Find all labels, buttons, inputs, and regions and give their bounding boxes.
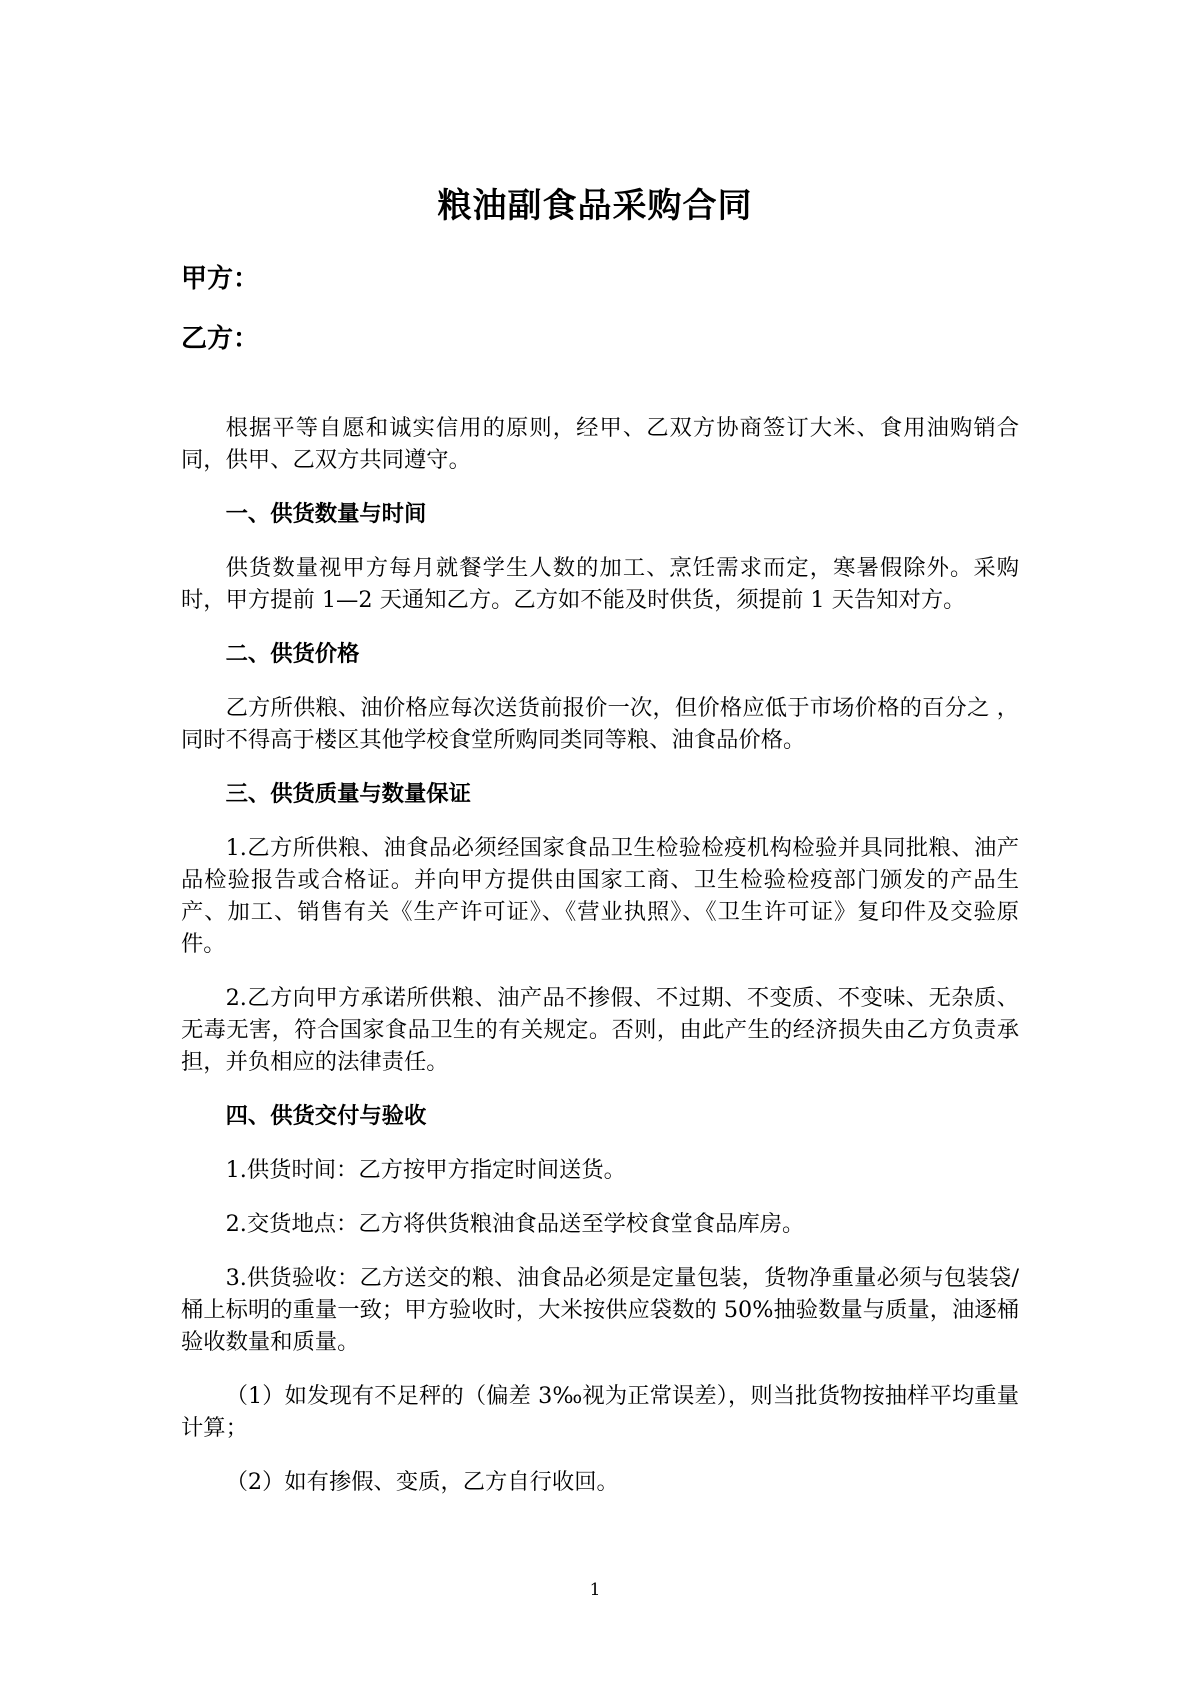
section-heading-delivery: 四、供货交付与验收	[225, 1103, 427, 1129]
contract-body	[181, 412, 1019, 1520]
section-heading-price: 二、供货价格	[225, 641, 360, 667]
delivery-clause-2: 2.交货地点：乙方将供货粮油食品送至学校食堂食品库房。	[225, 1211, 805, 1237]
delivery-clause-1: 1.供货时间：乙方按甲方指定时间送货。	[225, 1157, 626, 1183]
party-b-label: 乙方：	[181, 324, 260, 354]
delivery-subclause-2: （2）如有掺假、变质，乙方自行收回。	[225, 1469, 619, 1495]
price-paragraph: 乙方所供粮、油价格应每次送货前报价一次，但价格应低于市场价格的百分之 ，同时不得高于楼区其他学校食堂所购同类同等粮、油食品价格。	[181, 695, 1019, 753]
section-heading-supply-quantity: 一、供货数量与时间	[225, 501, 427, 527]
delivery-clause-3: 3.供货验收：乙方送交的粮、油食品必须是定量包装，货物净重量必须与包装袋/桶上标明的重量一致；甲方验收时，大米按供应袋数的 50%抽验数量与质量，油逐桶验收数量和质量。	[181, 1265, 1019, 1355]
intro-paragraph: 根据平等自愿和诚实信用的原则，经甲、乙双方协商签订大米、食用油购销合同，供甲、乙双方共同遵守。	[181, 415, 1019, 473]
quality-clause-1: 1.乙方所供粮、油食品必须经国家食品卫生检验检疫机构检验并具同批粮、油产品检验报告或合格证。并向甲方提供由国家工商、卫生检验检疫部门颁发的产品生产、加工、销售有关《生产许可证》、《营业执照》、《卫生许可证》复印件及交验原件。	[181, 835, 1019, 957]
page-number: 1	[589, 1580, 601, 1600]
delivery-subclause-1: （1）如发现有不足秤的（偏差 3‰视为正常误差），则当批货物按抽样平均重量计算；	[181, 1383, 1019, 1441]
supply-quantity-paragraph: 供货数量视甲方每月就餐学生人数的加工、烹饪需求而定，寒暑假除外。采购时，甲方提前 1—2 天通知乙方。乙方如不能及时供货，须提前 1 天告知对方。	[181, 555, 1019, 613]
document-title: 粮油副食品采购合同	[437, 186, 753, 226]
section-heading-quality: 三、供货质量与数量保证	[225, 781, 471, 807]
party-a-label: 甲方：	[181, 264, 260, 294]
quality-clause-2: 2.乙方向甲方承诺所供粮、油产品不掺假、不过期、不变质、不变味、无杂质、无毒无害，符合国家食品卫生的有关规定。否则，由此产生的经济损失由乙方负责承担，并负相应的法律责任。	[181, 985, 1019, 1075]
